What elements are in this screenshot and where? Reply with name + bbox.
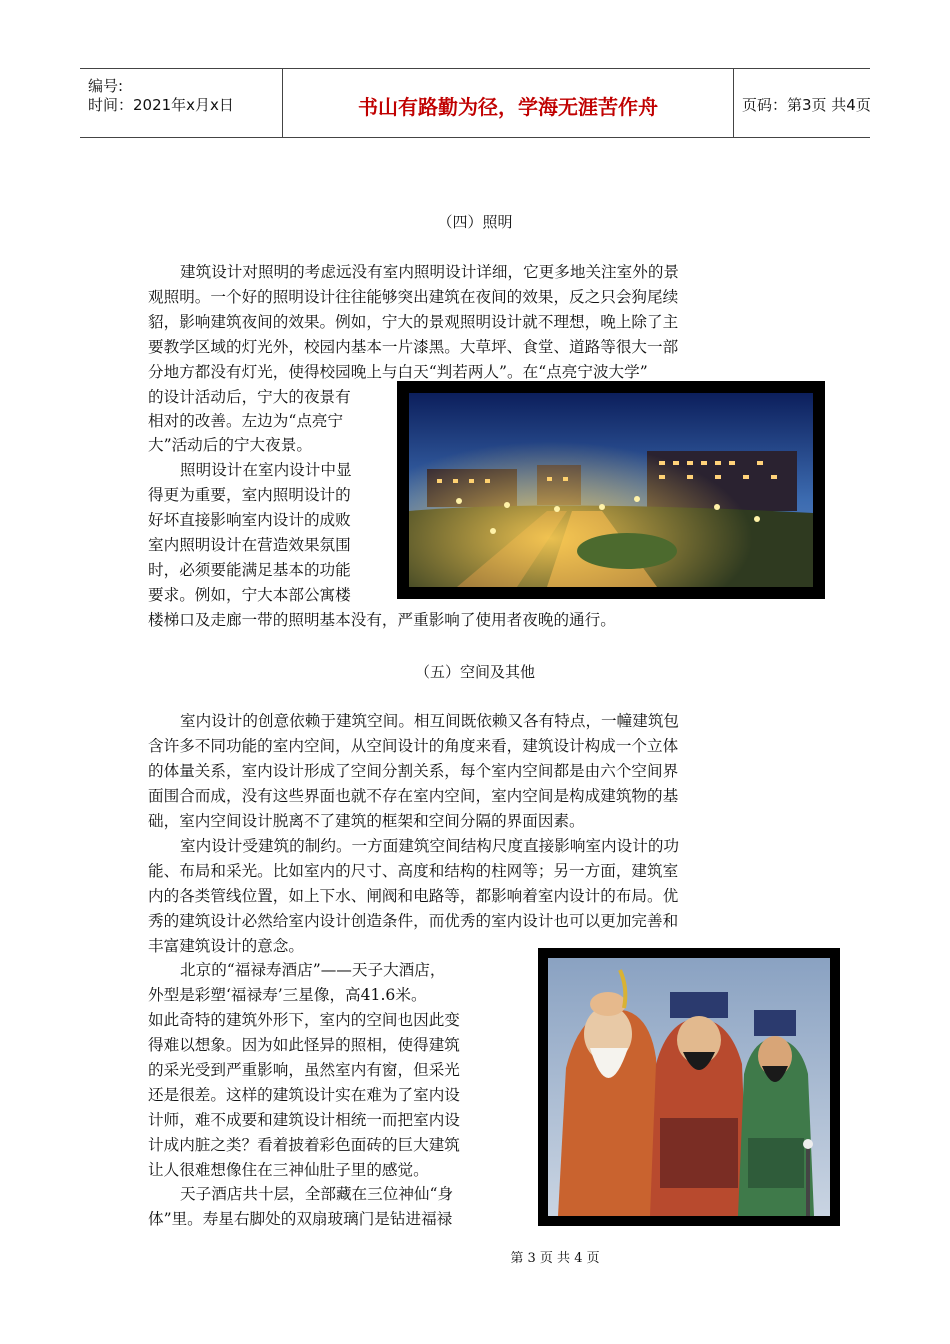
body-line: 内的各类管线位置，如上下水、闸阀和电路等，都影响着室内设计的布局。优 [148, 887, 679, 905]
body-line: 能、布局和采光。比如室内的尺寸、高度和结构的柱网等；另一方面，建筑室 [148, 862, 679, 880]
header-motto-cell [283, 69, 734, 137]
body-line: 含许多不同功能的室内空间，从空间设计的角度来看，建筑设计构成一个立体 [148, 737, 679, 755]
section-heading-space: （五）空间及其他 [414, 663, 535, 681]
tianzi-hotel-photo [538, 948, 840, 1226]
body-line: 外型是彩塑‘福禄寿’三星像，高41.6米。 [148, 986, 427, 1004]
body-line: 貂，影响建筑夜间的效果。例如，宁大的景观照明设计就不理想，晚上除了主 [148, 313, 679, 331]
body-line: 的设计活动后，宁大的夜景有 [148, 388, 351, 406]
campus-night-photo [397, 381, 825, 599]
page-number-label: 页码：第3页 共4页 [742, 96, 871, 114]
body-line: 得更为重要，室内照明设计的 [148, 486, 351, 504]
document-time-label: 时间：2021年x月x日 [88, 96, 234, 114]
header-page-cell [734, 69, 870, 137]
body-line: 时，必须要能满足基本的功能 [148, 561, 351, 579]
body-line: 楼梯口及走廊一带的照明基本没有，严重影响了使用者夜晚的通行。 [148, 611, 616, 629]
body-line: 好坏直接影响室内设计的成败 [148, 511, 351, 529]
campus-night-image [397, 381, 825, 599]
body-line: 室内设计受建筑的制约。一方面建筑空间结构尺度直接影响室内设计的功 [180, 837, 680, 855]
body-line: 室内照明设计在营造效果氛围 [148, 536, 351, 554]
body-line: 的体量关系，室内设计形成了空间分割关系，每个室内空间都是由六个空间界 [148, 762, 679, 780]
body-line: 北京的“福禄寿酒店”——天子大酒店， [180, 961, 446, 979]
tianzi-hotel-image [538, 948, 840, 1226]
section-heading-lighting: （四）照明 [437, 213, 513, 231]
body-line: 照明设计在室内设计中显 [180, 461, 352, 479]
page-header [80, 68, 870, 138]
body-line: 计成内脏之类？看着披着彩色面砖的巨大建筑 [148, 1136, 460, 1154]
body-line: 丰富建筑设计的意念。 [148, 937, 304, 955]
body-line: 还是很差。这样的建筑设计实在难为了室内设 [148, 1086, 460, 1104]
body-line: 观照明。一个好的照明设计往往能够突出建筑在夜间的效果，反之只会狗尾续 [148, 288, 679, 306]
body-line: 建筑设计对照明的考虑远没有室内照明设计详细，它更多地关注室外的景 [180, 263, 680, 281]
body-line: 相对的改善。左边为“点亮宁 [148, 412, 344, 430]
body-line: 计师，难不成要和建筑设计相统一而把室内设 [148, 1111, 460, 1129]
document-number-label: 编号: [88, 77, 124, 95]
body-line: 秀的建筑设计必然给室内设计创造条件，而优秀的室内设计也可以更加完善和 [148, 912, 679, 930]
body-line: 体”里。寿星右脚处的双扇玻璃门是钻进福禄 [148, 1210, 453, 1228]
motto-text: 书山有路勤为径，学海无涯苦作舟 [358, 95, 658, 119]
body-line: 要求。例如，宁大本部公寓楼 [148, 586, 351, 604]
body-line: 础，室内空间设计脱离不了建筑的框架和空间分隔的界面因素。 [148, 812, 585, 830]
body-line: 分地方都没有灯光，使得校园晚上与白天“判若两人”。在“点亮宁波大学” [148, 363, 648, 381]
page-footer: 第 3 页 共 4 页 [510, 1251, 600, 1266]
body-line: 如此奇特的建筑外形下，室内的空间也因此变 [148, 1011, 460, 1029]
body-line: 面围合而成，没有这些界面也就不存在室内空间，室内空间是构成建筑物的基 [148, 787, 679, 805]
body-line: 得难以想象。因为如此怪异的照相，使得建筑 [148, 1036, 460, 1054]
body-line: 大”活动后的宁大夜景。 [148, 436, 312, 454]
body-line: 的采光受到严重影响，虽然室内有窗，但采光 [148, 1061, 460, 1079]
body-line: 要教学区域的灯光外，校园内基本一片漆黑。大草坪、食堂、道路等很大一部 [148, 338, 679, 356]
body-line: 室内设计的创意依赖于建筑空间。相互间既依赖又各有特点，一幢建筑包 [180, 712, 680, 730]
body-line: 天子酒店共十层，全部藏在三位神仙“身 [180, 1185, 454, 1203]
header-left-cell [80, 69, 283, 137]
body-line: 让人很难想像住在三神仙肚子里的感觉。 [148, 1161, 429, 1179]
